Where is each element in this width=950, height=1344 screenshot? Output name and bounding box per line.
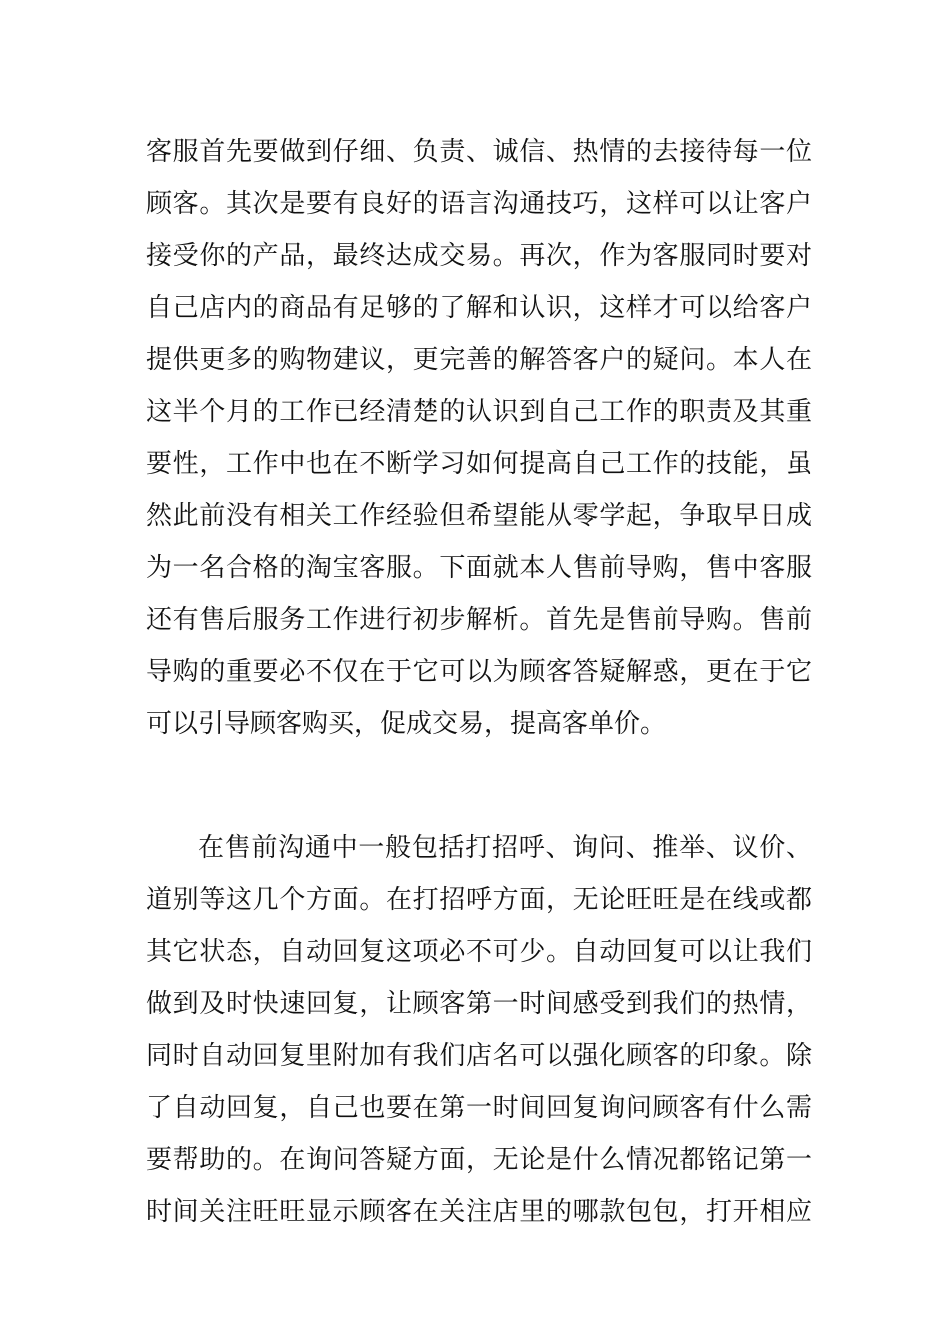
text-line: 然此前没有相关工作经验但希望能从零学起，争取早日成: [146, 501, 812, 531]
text-line: 其它状态，自动回复这项必不可少。自动回复可以让我们: [146, 937, 812, 967]
text-line: 自己店内的商品有足够的了解和认识，这样才可以给客户: [146, 293, 812, 323]
paragraph-2: [146, 822, 812, 1238]
paragraph-1: [146, 126, 812, 750]
text-line: 道别等这几个方面。在打招呼方面，无论旺旺是在线或都: [146, 885, 812, 915]
text-line: 可以引导顾客购买，促成交易，提高客单价。: [146, 709, 667, 739]
text-line: 要性，工作中也在不断学习如何提高自己工作的技能，虽: [146, 449, 812, 479]
text-line: 在售前沟通中一般包括打招呼、询问、推举、议价、: [198, 833, 812, 863]
text-line: 做到及时快速回复，让顾客第一时间感受到我们的热情，: [146, 989, 812, 1019]
text-line: 提供更多的购物建议，更完善的解答客户的疑问。本人在: [146, 345, 812, 375]
text-line: 接受你的产品，最终达成交易。再次，作为客服同时要对: [146, 241, 812, 271]
text-line: 同时自动回复里附加有我们店名可以强化顾客的印象。除: [146, 1041, 812, 1071]
text-line: 客服首先要做到仔细、负责、诚信、热情的去接待每一位: [146, 137, 812, 167]
text-line: 顾客。其次是要有良好的语言沟通技巧，这样可以让客户: [146, 189, 812, 219]
text-line: 导购的重要必不仅在于它可以为顾客答疑解惑，更在于它: [146, 657, 812, 687]
text-line: 为一名合格的淘宝客服。下面就本人售前导购，售中客服: [146, 553, 812, 583]
text-line: 了自动回复，自己也要在第一时间回复询问顾客有什么需: [146, 1093, 812, 1123]
text-line: 时间关注旺旺显示顾客在关注店里的哪款包包，打开相应: [146, 1197, 812, 1227]
text-line: 还有售后服务工作进行初步解析。首先是售前导购。售前: [146, 605, 812, 635]
text-line: 要帮助的。在询问答疑方面，无论是什么情况都铭记第一: [146, 1145, 812, 1175]
text-line: 这半个月的工作已经清楚的认识到自己工作的职责及其重: [146, 397, 812, 427]
